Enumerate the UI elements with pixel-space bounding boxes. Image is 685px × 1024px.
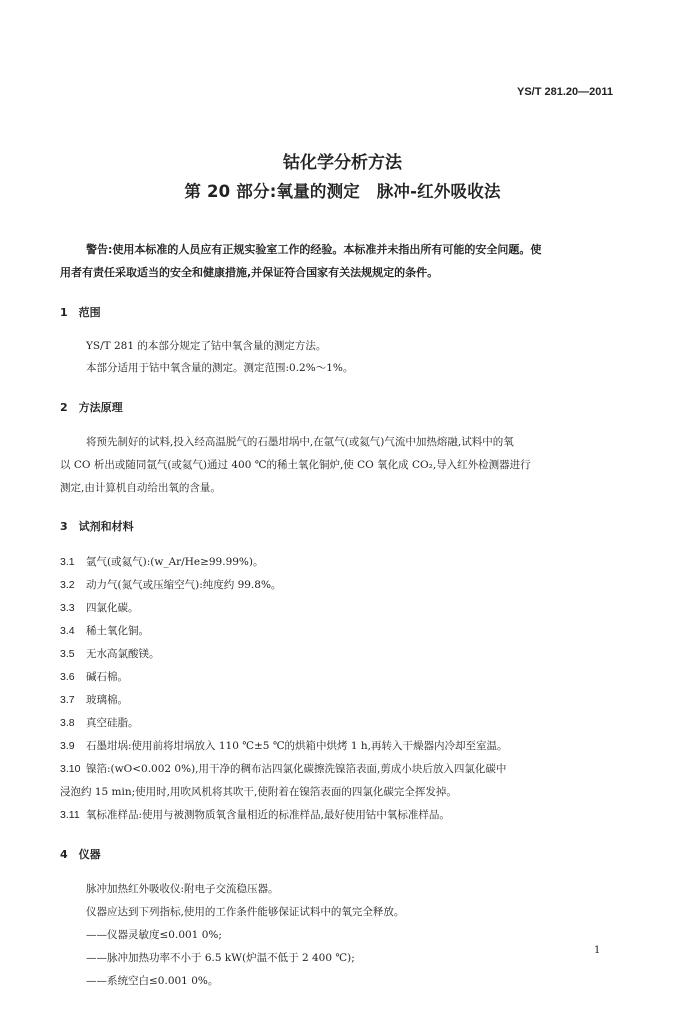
item-number: 3.2 bbox=[60, 579, 75, 591]
s1-para-1: YS/T 281 的本部分规定了钴中氧含量的测定方法。 bbox=[86, 340, 327, 352]
item-text: 浸泡约 15 min;使用时,用吹风机将其吹干,使附着在镍箔表面的四氯化碳完全挥发掉。 bbox=[60, 786, 457, 798]
item-text: 玻璃棉。 bbox=[86, 694, 128, 706]
item-number: 3.9 bbox=[60, 740, 75, 752]
list-item bbox=[60, 761, 506, 776]
list-item bbox=[60, 692, 128, 707]
item-text: 无水高氯酸镁。 bbox=[86, 648, 160, 660]
list-item bbox=[60, 646, 160, 661]
item-number: 3.10 bbox=[60, 763, 81, 775]
item-number: 3.5 bbox=[60, 648, 75, 660]
item-text: 镍箔:(wO<0.002 0%),用干净的稠布沾四氯化碳擦洗镍箔表面,剪成小块后放入四氯化碳中 bbox=[86, 763, 507, 775]
list-item bbox=[60, 807, 450, 822]
s4-bullet-3: ——系统空白≤0.001 0%。 bbox=[86, 975, 219, 987]
section-2-heading: 2 方法原理 bbox=[60, 401, 123, 414]
item-number: 3.6 bbox=[60, 671, 75, 683]
item-text: 碱石棉。 bbox=[86, 671, 128, 683]
item-text: 四氯化碳。 bbox=[86, 602, 139, 614]
list-item bbox=[60, 554, 264, 569]
item-text: 真空硅脂。 bbox=[86, 717, 139, 729]
item-number: 3.1 bbox=[60, 556, 75, 568]
item-text: 氧标准样品:使用与被测物质氧含量相近的标准样品,最好使用钴中氧标准样品。 bbox=[86, 809, 450, 821]
item-text: 动力气(氮气或压缩空气):纯度约 99.8%。 bbox=[86, 579, 282, 591]
section-3-heading: 3 试剂和材料 bbox=[60, 520, 134, 533]
doc-subtitle: 第 20 部分:氧量的测定 脉冲-红外吸收法 bbox=[184, 182, 501, 201]
s4-para-2: 仪器应达到下列指标,使用的工作条件能够保证试料中的氧完全释放。 bbox=[86, 906, 405, 918]
page-number: 1 bbox=[594, 945, 601, 956]
warning-line-2: 用者有责任采取适当的安全和健康措施,并保证符合国家有关法规规定的条件。 bbox=[60, 266, 439, 279]
s2-line-3: 测定,由计算机自动给出氧的含量。 bbox=[60, 482, 221, 494]
doc-title: 钴化学分析方法 bbox=[283, 153, 402, 173]
s4-bullet-1: ——仪器灵敏度≤0.001 0%; bbox=[86, 929, 222, 941]
list-item bbox=[60, 623, 149, 638]
warning-line-1: 警告:使用本标准的人员应有正规实验室工作的经验。本标准并未指出所有可能的安全问题。使 bbox=[86, 243, 542, 256]
item-text: 氩气(或氦气):(w_Ar/He≥99.99%)。 bbox=[86, 556, 264, 568]
item-number: 3.11 bbox=[60, 809, 80, 821]
list-item bbox=[60, 738, 508, 753]
list-item bbox=[60, 669, 128, 684]
s4-para-1: 脉冲加热红外吸收仪:附电子交流稳压器。 bbox=[86, 883, 279, 895]
s4-bullet-2: ——脉冲加热功率不小于 6.5 kW(炉温不低于 2 400 ℃); bbox=[86, 952, 355, 964]
list-item bbox=[60, 577, 281, 592]
item-number: 3.3 bbox=[60, 602, 75, 614]
s1-para-2: 本部分适用于钴中氧含量的测定。测定范围:0.2%～1%。 bbox=[86, 362, 354, 374]
standard-number: YS/T 281.20—2011 bbox=[516, 86, 613, 98]
item-text: 石墨坩埚:使用前将坩埚放入 110 ℃±5 ℃的烘箱中烘烤 1 h,再转入干燥器内冷却至室温。 bbox=[86, 740, 508, 752]
s2-line-1: 将预先制好的试料,投入经高温脱气的石墨坩埚中,在氩气(或氦气)气流中加热熔融,试料中的氧 bbox=[86, 436, 514, 448]
list-item bbox=[60, 600, 139, 615]
section-1-heading: 1 范围 bbox=[60, 306, 101, 319]
list-item bbox=[60, 715, 139, 730]
list-item bbox=[60, 784, 457, 799]
section-4-heading: 4 仪器 bbox=[60, 848, 101, 861]
item-text: 稀土氧化铜。 bbox=[86, 625, 149, 637]
item-number: 3.4 bbox=[60, 625, 75, 637]
item-number: 3.7 bbox=[60, 694, 75, 706]
s2-line-2: 以 CO 析出或随同氩气(或氦气)通过 400 ℃的稀土氧化铜炉,使 CO 氧化成 CO₂,导入红外检测器进行 bbox=[60, 459, 531, 471]
item-number: 3.8 bbox=[60, 717, 75, 729]
